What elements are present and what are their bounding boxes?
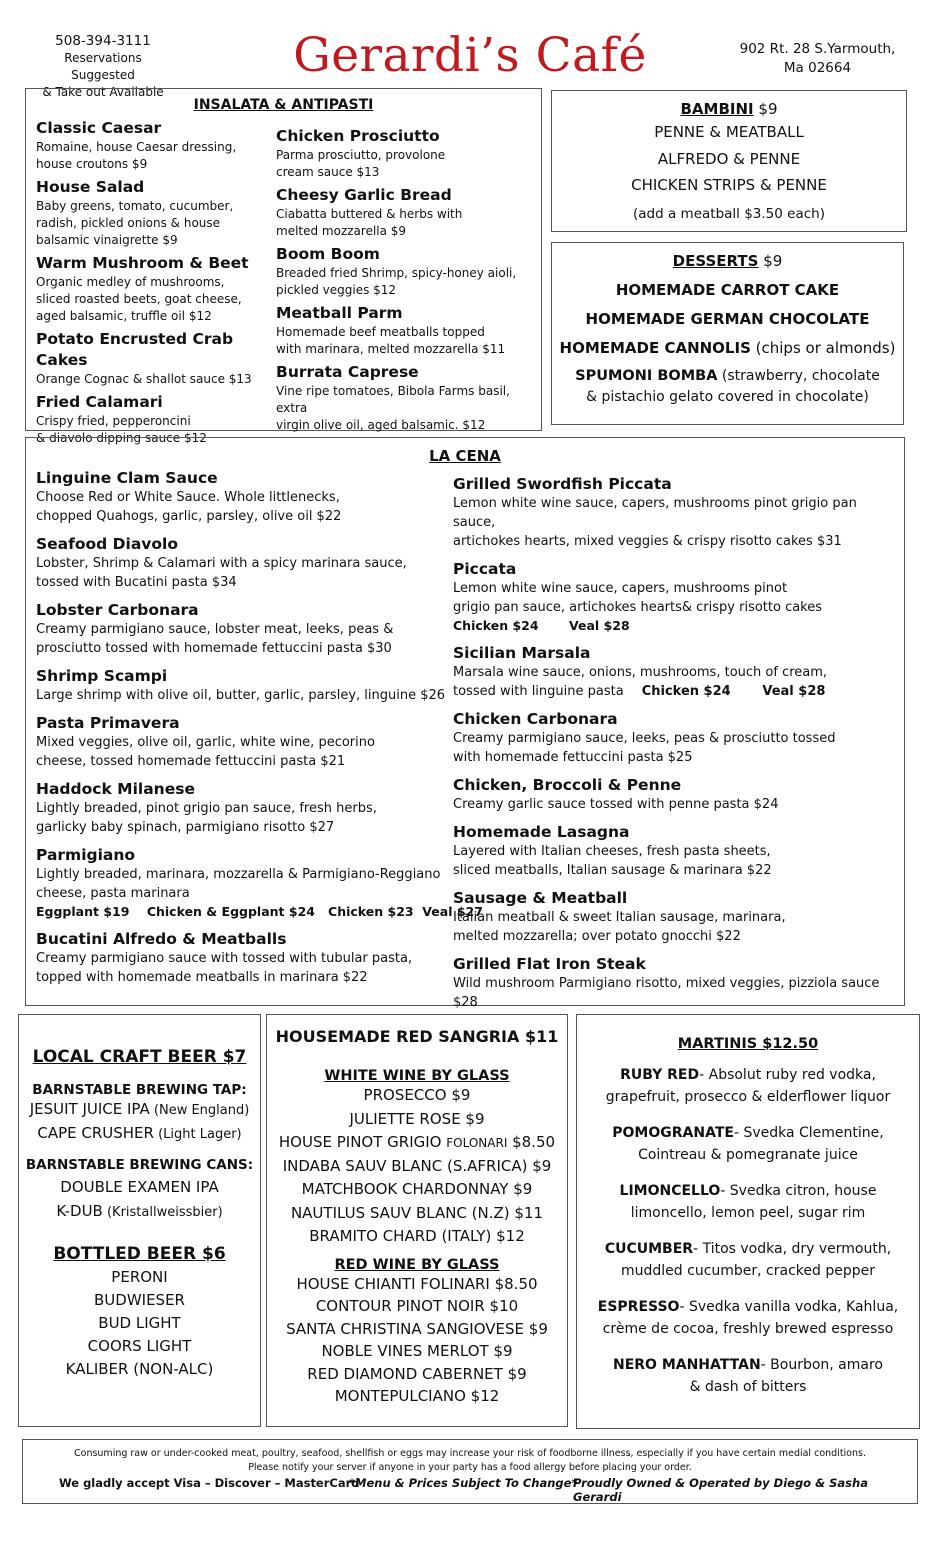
menu-item-name: Classic Caesar [36,119,162,137]
martini-item [577,1355,919,1398]
red-wine-item: RED DIAMOND CABERNET $9 [307,1364,527,1383]
menu-item [36,118,271,173]
reservations-note: Reservations Suggested [64,51,142,82]
sangria-title: HOUSEMADE RED SANGRIA $11 [275,1027,559,1046]
menu-item-desc: chopped Quahogs, garlic, parsley, olive oil $22 [36,509,342,524]
cans-list [19,1176,260,1224]
dessert-name: HOMEMADE CANNOLIS [559,339,751,357]
menu-item-name: Boom Boom [276,245,380,263]
cena-left-column [36,468,483,995]
menu-item-desc: garlicky baby spinach, parmigiano risotto $27 [36,820,335,835]
menu-item-name: Homemade Lasagna [453,823,630,841]
menu-item-desc: tossed with Bucatini pasta $34 [36,575,237,590]
white-wine-item [267,1155,567,1179]
martini-item [577,1297,919,1340]
menu-item-name: Cheesy Garlic Bread [276,186,452,204]
menu-item [276,185,538,240]
menu-item [276,362,538,434]
wine-name: HOUSE PINOT GRIGIO [278,1133,447,1151]
menu-item-desc: Parma prosciutto, provolone [276,148,446,162]
menu-item [36,253,271,325]
menu-item [36,779,446,837]
bambini-note: (add a meatball $3.50 each) [633,205,825,222]
allergy-notice: Please notify your server if anyone in your party has a food allergy before placing your order. [248,1462,692,1473]
martinis-section [576,1014,920,1429]
beer-name: DOUBLE EXAMEN IPA [60,1178,219,1196]
menu-item-desc: Baby greens, tomato, cucumber, [36,199,234,213]
red-wine-item: CONTOUR PINOT NOIR $10 [315,1297,519,1315]
martini-item [577,1065,919,1108]
red-wine-list [267,1273,567,1408]
insalata-right-column [276,126,538,438]
menu-item-desc: grigio pan sauce, artichokes hearts& crispy risotto cakes [453,600,823,615]
beer-style: (Kristallweissbier) [102,1205,223,1220]
menu-item-desc: Lightly breaded, marinara, mozzarella & Parmigiano-Reggiano [36,867,441,882]
wine-name: INDABA SAUV BLANC (S.AFRICA) $9 [282,1156,552,1175]
menu-item-desc: Creamy parmigiano sauce with tossed with tubular pasta, [36,951,413,966]
craft-beer-title: LOCAL CRAFT BEER $7 [32,1047,247,1067]
address-line-2: Ma 02664 [783,60,852,76]
prices-subject-to-change: *Menu & Prices Subject To Change* [349,1476,578,1490]
menu-item-desc: Italian meatball & sweet Italian sausage, marinara, [453,910,786,925]
menu-item-name: Parmigiano [36,846,136,864]
desserts-heading [552,252,903,270]
dessert-name: HOMEMADE CARROT CAKE [615,281,840,299]
menu-item-name: Sausage & Meatball [453,889,628,907]
menu-item-desc: Marsala wine sauce, onions, mushrooms, touch of cream, [453,665,828,680]
bottled-beer-item: COORS LIGHT [87,1337,192,1355]
takeout-note: & Take out Available [42,85,164,99]
white-wine-item [267,1225,567,1249]
beer-item [19,1176,260,1200]
menu-item-desc: Organic medley of mushrooms, [36,275,225,289]
desserts-price: $9 [763,252,783,270]
martini-name: NERO MANHATTAN [612,1357,761,1373]
menu-item-desc: cream sauce $13 [276,165,380,179]
footer [22,1439,918,1504]
spumoni-desc-1: (strawberry, chocolate [717,368,880,384]
menu-item-name: Sicilian Marsala [453,644,591,662]
menu-item-prices: Chicken $24 Veal $28 [641,684,826,699]
menu-item-desc: radish, pickled onions & house [36,216,221,230]
beer-section [18,1014,261,1427]
menu-item [36,177,271,249]
menu-item-name: Chicken, Broccoli & Penne [453,776,682,794]
menu-item [276,303,538,358]
dessert-name: HOMEMADE GERMAN CHOCOLATE [585,310,870,328]
menu-item-name: Seafood Diavolo [36,535,179,553]
menu-item-desc: Wild mushroom Parmigiano risotto, mixed veggies, pizziola sauce $28 [453,976,880,1010]
menu-item-name: Meatball Parm [276,304,403,322]
menu-item-desc: Choose Red or White Sauce. Whole littlenecks, [36,490,340,505]
food-safety-notice: Consuming raw or under-cooked meat, poultry, seafood, shellfish or eggs may increase your risk of foodborne illness, especially if you have certain medial conditions. [74,1448,866,1459]
spumoni-name: SPUMONI BOMBA [575,368,718,384]
beer-style: (Light Lager) [153,1127,242,1142]
bambini-title: BAMBINI [680,100,754,118]
martini-name: RUBY RED [620,1067,700,1083]
martini-desc-1: - Bourbon, amaro [760,1357,883,1373]
menu-item [453,474,898,551]
white-wine-list [267,1084,567,1249]
menu-item [453,709,898,767]
martini-desc-2: limoncello, lemon peel, sugar rim [630,1204,866,1221]
martini-name: CUCUMBER [604,1241,694,1257]
menu-item-name: Lobster Carbonara [36,601,199,619]
spumoni-desc-2: & pistachio gelato covered in chocolate) [586,389,869,405]
menu-item-desc: aged balsamic, truffle oil $12 [36,309,212,323]
red-wine-item: HOUSE CHIANTI FOLINARI $8.50 [296,1274,538,1293]
beer-item [19,1098,260,1122]
insalata-section [25,88,542,445]
menu-item-prices: Chicken $24 Veal $28 [453,618,630,633]
menu-item [453,643,898,701]
dessert-item [552,305,903,334]
white-wine-item [267,1202,567,1226]
address [735,40,900,78]
martini-line-1 [577,1065,919,1087]
menu-item [36,845,483,921]
martini-desc-2: grapefruit, prosecco & elderflower liquor [605,1088,891,1105]
wine-producer: FOLONARI [446,1136,508,1150]
menu-item-desc: Lightly breaded, pinot grigio pan sauce, fresh herbs, [36,801,377,816]
cena-section [25,437,905,1010]
menu-item-desc: Mixed veggies, olive oil, garlic, white wine, pecorino [36,735,375,750]
menu-item-desc: Vine ripe tomatoes, Bibola Farms basil, extra [276,384,510,415]
menu-item-desc: tossed with linguine pasta [453,684,624,699]
menu-item-name: Chicken Prosciutto [276,127,440,145]
menu-item-desc: Orange Cognac & shallot sauce $13 [36,372,252,386]
cena-title: LA CENA [429,447,501,465]
beer-name: CAPE CRUSHER [37,1124,154,1142]
cans-title: BARNSTABLE BREWING CANS: [25,1157,254,1173]
wine-name: JULIETTE ROSE $9 [349,1109,485,1128]
menu-item-name: Fried Calamari [36,393,163,411]
menu-item [453,888,898,946]
red-wine-title: RED WINE BY GLASS [334,1256,500,1273]
white-wine-item [267,1131,567,1155]
white-wine-item [267,1108,567,1132]
menu-item-desc: cheese, pasta marinara [36,886,190,901]
menu-item-desc: with marinara, melted mozzarella $11 [276,342,506,356]
martini-item [577,1123,919,1166]
menu-item-desc: Breaded fried Shrimp, spicy-honey aioli, [276,266,517,280]
wine-name: NAUTILUS SAUV BLANC (N.Z) $11 [290,1203,544,1222]
menu-item-desc: Homemade beef meatballs topped [276,325,485,339]
menu-item [36,468,446,526]
menu-item-desc: pickled veggies $12 [276,283,397,297]
ownership-note: Proudly Owned & Operated by Diego & Sasha Gerardi [573,1476,868,1504]
restaurant-title: Gerardi’s Café [293,28,647,83]
menu-item-desc: Creamy garlic sauce tossed with penne pasta $24 [453,797,779,812]
address-line-1: 902 Rt. 28 S.Yarmouth, [739,41,896,57]
menu-item-desc: prosciutto tossed with homemade fettuccini pasta $30 [36,641,392,656]
martini-desc-1: - Svedka citron, house [720,1183,877,1199]
menu-item-desc: balsamic vinaigrette $9 [36,233,178,247]
martini-line-1 [577,1297,919,1319]
beer-name: K-DUB [56,1202,103,1220]
menu-item-desc: Large shrimp with olive oil, butter, garlic, parsley, linguine $26 [36,688,446,703]
bottled-beer-item: BUD LIGHT [98,1314,181,1332]
menu-item-desc: with homemade fettuccini pasta $25 [453,750,693,765]
martini-desc-1: - Titos vodka, dry vermouth, [693,1241,892,1257]
martini-desc-1: - Svedka Clementine, [733,1125,884,1141]
menu-item-desc: Crispy fried, pepperoncini [36,414,191,428]
menu-item-name: Chicken Carbonara [453,710,618,728]
red-wine-item: MONTEPULCIANO $12 [334,1387,500,1405]
martini-desc-1: - Absolut ruby red vodka, [699,1067,876,1083]
spumoni-item [552,366,903,408]
martini-desc-1: - Svedka vanilla vodka, Kahlua, [679,1299,899,1315]
menu-item-desc: artichokes hearts, mixed veggies & crispy risotto cakes $31 [453,534,842,549]
beer-item [19,1122,260,1146]
menu-item [453,822,898,880]
menu-item-desc: melted mozzarella $9 [276,224,407,238]
martini-desc-2: & dash of bitters [689,1378,807,1395]
menu-item [36,713,446,771]
wine-name: MATCHBOOK CHARDONNAY $9 [301,1180,533,1198]
menu-item-desc: virgin olive oil, aged balsamic. $12 [276,418,486,432]
menu-item-desc-row [453,682,898,701]
menu-item-name: House Salad [36,178,145,196]
wine-price: $8.50 [507,1133,556,1151]
menu-item-desc: house croutons $9 [36,157,148,171]
beer-item [19,1200,260,1224]
white-wine-item [267,1084,567,1108]
menu-item-desc: sliced roasted beets, goat cheese, [36,292,242,306]
martini-name: LIMONCELLO [619,1183,721,1199]
martini-line-1 [577,1355,919,1377]
martini-line-1 [577,1123,919,1145]
desserts-title: DESSERTS [672,252,759,270]
dessert-extra: (chips or almonds) [750,339,896,357]
menu-item-name: Burrata Caprese [276,363,419,381]
bambini-items [552,119,906,199]
tap-list [19,1098,260,1146]
bambini-heading [552,100,906,118]
menu-item [453,775,898,814]
menu-item-name: Warm Mushroom & Beet [36,254,249,272]
menu-item [36,329,271,388]
menu-item-desc: melted mozzarella; over potato gnocchi $22 [453,929,741,944]
bottled-beer-item: KALIBER (NON-ALC) [65,1360,214,1378]
menu-item-desc: Layered with Italian cheeses, fresh pasta sheets, [453,844,771,859]
dessert-item [552,276,903,305]
martini-name: ESPRESSO [597,1299,680,1315]
menu-item-desc: Lemon white wine sauce, capers, mushrooms pinot [453,581,788,596]
menu-item-desc: Ciabatta buttered & herbs with [276,207,463,221]
dessert-item [552,334,903,363]
wine-name: PROSECCO $9 [363,1086,471,1104]
martini-desc-2: Cointreau & pomegranate juice [638,1146,858,1163]
martinis-title: MARTINIS $12.50 [677,1036,819,1052]
red-wine-item: SANTA CHRISTINA SANGIOVESE $9 [286,1319,548,1338]
martini-item [577,1239,919,1282]
dessert-items [552,276,903,363]
bambini-item: CHICKEN STRIPS & PENNE [631,176,827,194]
beer-style: (New England) [149,1103,250,1118]
desserts-section [551,242,904,425]
red-wine-item: NOBLE VINES MERLOT $9 [321,1342,513,1360]
menu-item [36,534,446,592]
menu-item-name: Haddock Milanese [36,780,195,798]
menu-item [453,954,898,1012]
beer-name: JESUIT JUICE IPA [29,1100,150,1118]
menu-item [36,600,446,658]
wine-section [266,1014,568,1427]
menu-item-desc: & diavolo dipping sauce $12 [36,431,207,445]
menu-item [276,244,538,299]
martini-item [577,1181,919,1224]
bambini-section [551,90,907,232]
menu-item-desc: topped with homemade meatballs in marinara $22 [36,970,368,985]
menu-item-name: Piccata [453,560,517,578]
menu-item-name: Grilled Swordfish Piccata [453,475,672,493]
menu-item-name: Linguine Clam Sauce [36,469,218,487]
insalata-title: INSALATA & ANTIPASTI [193,97,374,113]
bambini-item: PENNE & MEATBALL [654,123,804,141]
menu-item [36,666,446,705]
menu-item-desc: cheese, tossed homemade fettuccini pasta $21 [36,754,346,769]
bottled-beer-title: BOTTLED BEER $6 [53,1244,226,1264]
martini-line-1 [577,1181,919,1203]
cena-right-column [453,474,898,1020]
white-wine-title: WHITE WINE BY GLASS [324,1068,510,1084]
martini-desc-2: crème de cocoa, freshly brewed espresso [602,1320,894,1337]
menu-item-name: Bucatini Alfredo & Meatballs [36,930,287,948]
tap-title: BARNSTABLE BREWING TAP: [32,1082,247,1098]
martini-line-1 [577,1239,919,1261]
martini-list [577,1065,919,1398]
bambini-price: $9 [758,100,778,118]
martini-name: POMOGRANATE [612,1125,734,1141]
menu-item-desc: Lobster, Shrimp & Calamari with a spicy marinara sauce, [36,556,407,571]
menu-item-name: Potato Encrusted Crab Cakes [36,330,234,369]
white-wine-item [267,1178,567,1202]
martini-desc-2: muddled cucumber, cracked pepper [621,1262,875,1279]
phone-number: 508-394-3111 [55,33,151,49]
bambini-item: ALFREDO & PENNE [657,149,801,168]
menu-item-desc: sliced meatballs, Italian sausage & marinara $22 [453,863,772,878]
menu-item-desc: Creamy parmigiano sauce, leeks, peas & prosciutto tossed [453,731,836,746]
insalata-left-column [36,118,271,451]
cards-accepted: We gladly accept Visa – Discover – MasterCard [59,1476,360,1490]
menu-item-name: Shrimp Scampi [36,667,168,685]
menu-item-name: Pasta Primavera [36,714,180,732]
menu-item [276,126,538,181]
menu-item-name: Grilled Flat Iron Steak [453,955,646,973]
menu-item-desc: Romaine, house Caesar dressing, [36,140,237,154]
menu-item-prices: Eggplant $19 Chicken & Eggplant $24 Chicken $23 Veal $27 [36,904,483,919]
wine-name: BRAMITO CHARD (ITALY) $12 [309,1227,525,1245]
menu-item-desc: Lemon white wine sauce, capers, mushrooms pinot grigio pan sauce, [453,496,857,530]
bottled-list [19,1266,260,1381]
menu-item [36,929,446,987]
menu-item-desc: Creamy parmigiano sauce, lobster meat, leeks, peas & [36,622,394,637]
menu-item [453,559,898,635]
bottled-beer-item: BUDWIESER [94,1291,185,1309]
bottled-beer-item: PERONI [111,1268,168,1286]
